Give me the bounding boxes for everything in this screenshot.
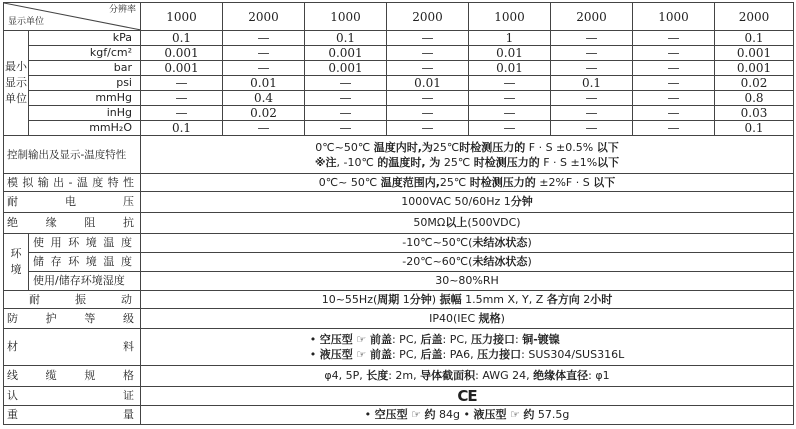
spec-table xyxy=(3,2,794,425)
table-cell: 0.01 xyxy=(223,76,305,91)
table-cell: — xyxy=(633,61,715,76)
unit-name: psi xyxy=(29,76,141,91)
resolution-header: 1000 xyxy=(141,3,223,31)
table-cell: 0.8 xyxy=(715,91,794,106)
resolution-header: 1000 xyxy=(633,3,715,31)
env-item-value: -20℃~60℃(未结冰状态) xyxy=(141,253,794,272)
control-output-value: 0℃~50℃ 温度内时,为25℃时检测压力的 F · S ±0.5% 以下 ※注, -10℃ 的温度时, 为 25℃ 时检测压力的 F · S ±1%以下 xyxy=(141,136,794,174)
table-cell: — xyxy=(469,121,551,136)
vibration-value: 10~55Hz(周期 1分钟) 振幅 1.5mm X, Y, Z 各方向 2小时 xyxy=(141,291,794,309)
unit-row xyxy=(4,91,794,106)
table-cell: — xyxy=(469,106,551,121)
table-cell: — xyxy=(305,121,387,136)
table-cell: 0.1 xyxy=(715,31,794,46)
table-cell: 0.1 xyxy=(715,121,794,136)
table-cell: 0.001 xyxy=(305,46,387,61)
cable-value: φ4, 5P, 长度: 2m, 导体截面积: AWG 24, 绝缘体直径: φ1 xyxy=(141,366,794,387)
table-cell: — xyxy=(387,61,469,76)
table-cell: 0.02 xyxy=(715,76,794,91)
weight-value: • 空压型 ☞ 约 84g • 液压型 ☞ 约 57.5g xyxy=(141,406,794,425)
pointing-hand-icon: ☞ xyxy=(356,333,367,346)
resolution-header: 2000 xyxy=(715,3,794,31)
env-item-value: 30~80%RH xyxy=(141,272,794,291)
analog-output-label: 模拟输出-温度特性 xyxy=(4,174,141,192)
table-cell: — xyxy=(141,76,223,91)
unit-name: kPa xyxy=(29,31,141,46)
unit-row xyxy=(4,76,794,91)
analog-output-value: 0℃~ 50℃ 温度范围内,25℃ 时检测压力的 ±2%F · S 以下 xyxy=(141,174,794,192)
env-row xyxy=(4,272,794,291)
table-cell: — xyxy=(551,46,633,61)
table-cell: — xyxy=(633,121,715,136)
resolution-header: 2000 xyxy=(223,3,305,31)
table-cell: — xyxy=(223,121,305,136)
header-corner-cell xyxy=(4,3,141,31)
voltage-label: 耐电压 xyxy=(4,192,141,213)
table-cell: — xyxy=(387,106,469,121)
table-cell: — xyxy=(469,91,551,106)
table-cell: — xyxy=(633,76,715,91)
table-cell: 0.1 xyxy=(141,121,223,136)
unit-name: inHg xyxy=(29,106,141,121)
table-cell: — xyxy=(141,91,223,106)
vibration-row xyxy=(4,291,794,309)
resolution-header: 2000 xyxy=(551,3,633,31)
unit-name: bar xyxy=(29,61,141,76)
table-cell: 0.001 xyxy=(305,61,387,76)
table-cell: — xyxy=(223,46,305,61)
certification-label: 认证 xyxy=(4,387,141,406)
table-cell: — xyxy=(551,106,633,121)
env-item-label: 使用环境温度 xyxy=(29,234,141,253)
material-label: 材料 xyxy=(4,329,141,366)
material-value: • 空压型 ☞ 前盖: PC, 后盖: PC, 压力接口: 铜-镀镍 • 液压型 ☞ 前盖: PC, 后盖: PA6, 压力接口: SUS304/SUS316L xyxy=(141,329,794,366)
table-cell: — xyxy=(387,46,469,61)
pointing-hand-icon: ☞ xyxy=(407,408,425,421)
table-cell: — xyxy=(387,91,469,106)
table-cell: 0.03 xyxy=(715,106,794,121)
weight-row xyxy=(4,406,794,425)
protection-value: IP40(IEC 规格) xyxy=(141,309,794,329)
unit-name: kgf/cm² xyxy=(29,46,141,61)
table-cell: — xyxy=(633,31,715,46)
table-cell: 0.01 xyxy=(469,46,551,61)
environment-label: 环 境 xyxy=(4,234,29,291)
unit-row xyxy=(4,61,794,76)
table-cell: — xyxy=(551,91,633,106)
material-row xyxy=(4,329,794,366)
pointing-hand-icon: ☞ xyxy=(506,408,524,421)
table-cell: — xyxy=(141,106,223,121)
weight-label: 重量 xyxy=(4,406,141,425)
table-cell: — xyxy=(387,121,469,136)
table-cell: — xyxy=(633,46,715,61)
resolution-label: 分辨率 xyxy=(108,5,136,15)
cable-label: 线缆规格 xyxy=(4,366,141,387)
table-cell: — xyxy=(305,106,387,121)
table-cell: — xyxy=(305,76,387,91)
control-output-label: 控制输出及显示-温度特性 xyxy=(4,136,141,174)
analog-output-row xyxy=(4,174,794,192)
table-cell: — xyxy=(305,91,387,106)
voltage-row xyxy=(4,192,794,213)
table-cell: 0.001 xyxy=(715,61,794,76)
unit-row xyxy=(4,46,794,61)
table-cell: — xyxy=(387,31,469,46)
env-item-label: 使用/储存环境湿度 xyxy=(29,272,141,291)
ce-mark: CE xyxy=(141,387,794,406)
display-unit-label: 显示单位 xyxy=(8,17,45,27)
table-cell: 1 xyxy=(469,31,551,46)
table-cell: — xyxy=(551,121,633,136)
table-cell: — xyxy=(633,106,715,121)
env-item-value: -10℃~50℃(未结冰状态) xyxy=(141,234,794,253)
table-cell: 0.4 xyxy=(223,91,305,106)
table-cell: — xyxy=(223,61,305,76)
voltage-value: 1000VAC 50/60Hz 1分钟 xyxy=(141,192,794,213)
table-cell: — xyxy=(551,61,633,76)
certification-row xyxy=(4,387,794,406)
header-row xyxy=(4,3,794,31)
vibration-label: 耐振动 xyxy=(4,291,141,309)
table-cell: 0.001 xyxy=(715,46,794,61)
resolution-header: 2000 xyxy=(387,3,469,31)
unit-name: mmH₂O xyxy=(29,121,141,136)
table-cell: — xyxy=(551,31,633,46)
cable-row xyxy=(4,366,794,387)
table-cell: 0.02 xyxy=(223,106,305,121)
insulation-label: 绝缘阻抗 xyxy=(4,213,141,234)
unit-row xyxy=(4,121,794,136)
insulation-value: 50MΩ以上(500VDC) xyxy=(141,213,794,234)
insulation-row xyxy=(4,213,794,234)
control-output-row xyxy=(4,136,794,174)
env-row xyxy=(4,234,794,253)
protection-label: 防护等级 xyxy=(4,309,141,329)
table-cell: 0.01 xyxy=(469,61,551,76)
table-cell: 0.001 xyxy=(141,61,223,76)
table-cell: — xyxy=(469,76,551,91)
protection-row xyxy=(4,309,794,329)
table-cell: 0.1 xyxy=(305,31,387,46)
resolution-header: 1000 xyxy=(469,3,551,31)
table-cell: 0.01 xyxy=(387,76,469,91)
env-row xyxy=(4,253,794,272)
unit-row xyxy=(4,31,794,46)
table-cell: 0.1 xyxy=(551,76,633,91)
unit-name: mmHg xyxy=(29,91,141,106)
table-cell: 0.1 xyxy=(141,31,223,46)
env-item-label: 储存环境温度 xyxy=(29,253,141,272)
pointing-hand-icon: ☞ xyxy=(356,348,367,361)
table-cell: 0.001 xyxy=(141,46,223,61)
resolution-header: 1000 xyxy=(305,3,387,31)
table-cell: — xyxy=(223,31,305,46)
table-cell: — xyxy=(633,91,715,106)
unit-row xyxy=(4,106,794,121)
min-unit-label: 最小 显示 单位 xyxy=(4,31,29,136)
